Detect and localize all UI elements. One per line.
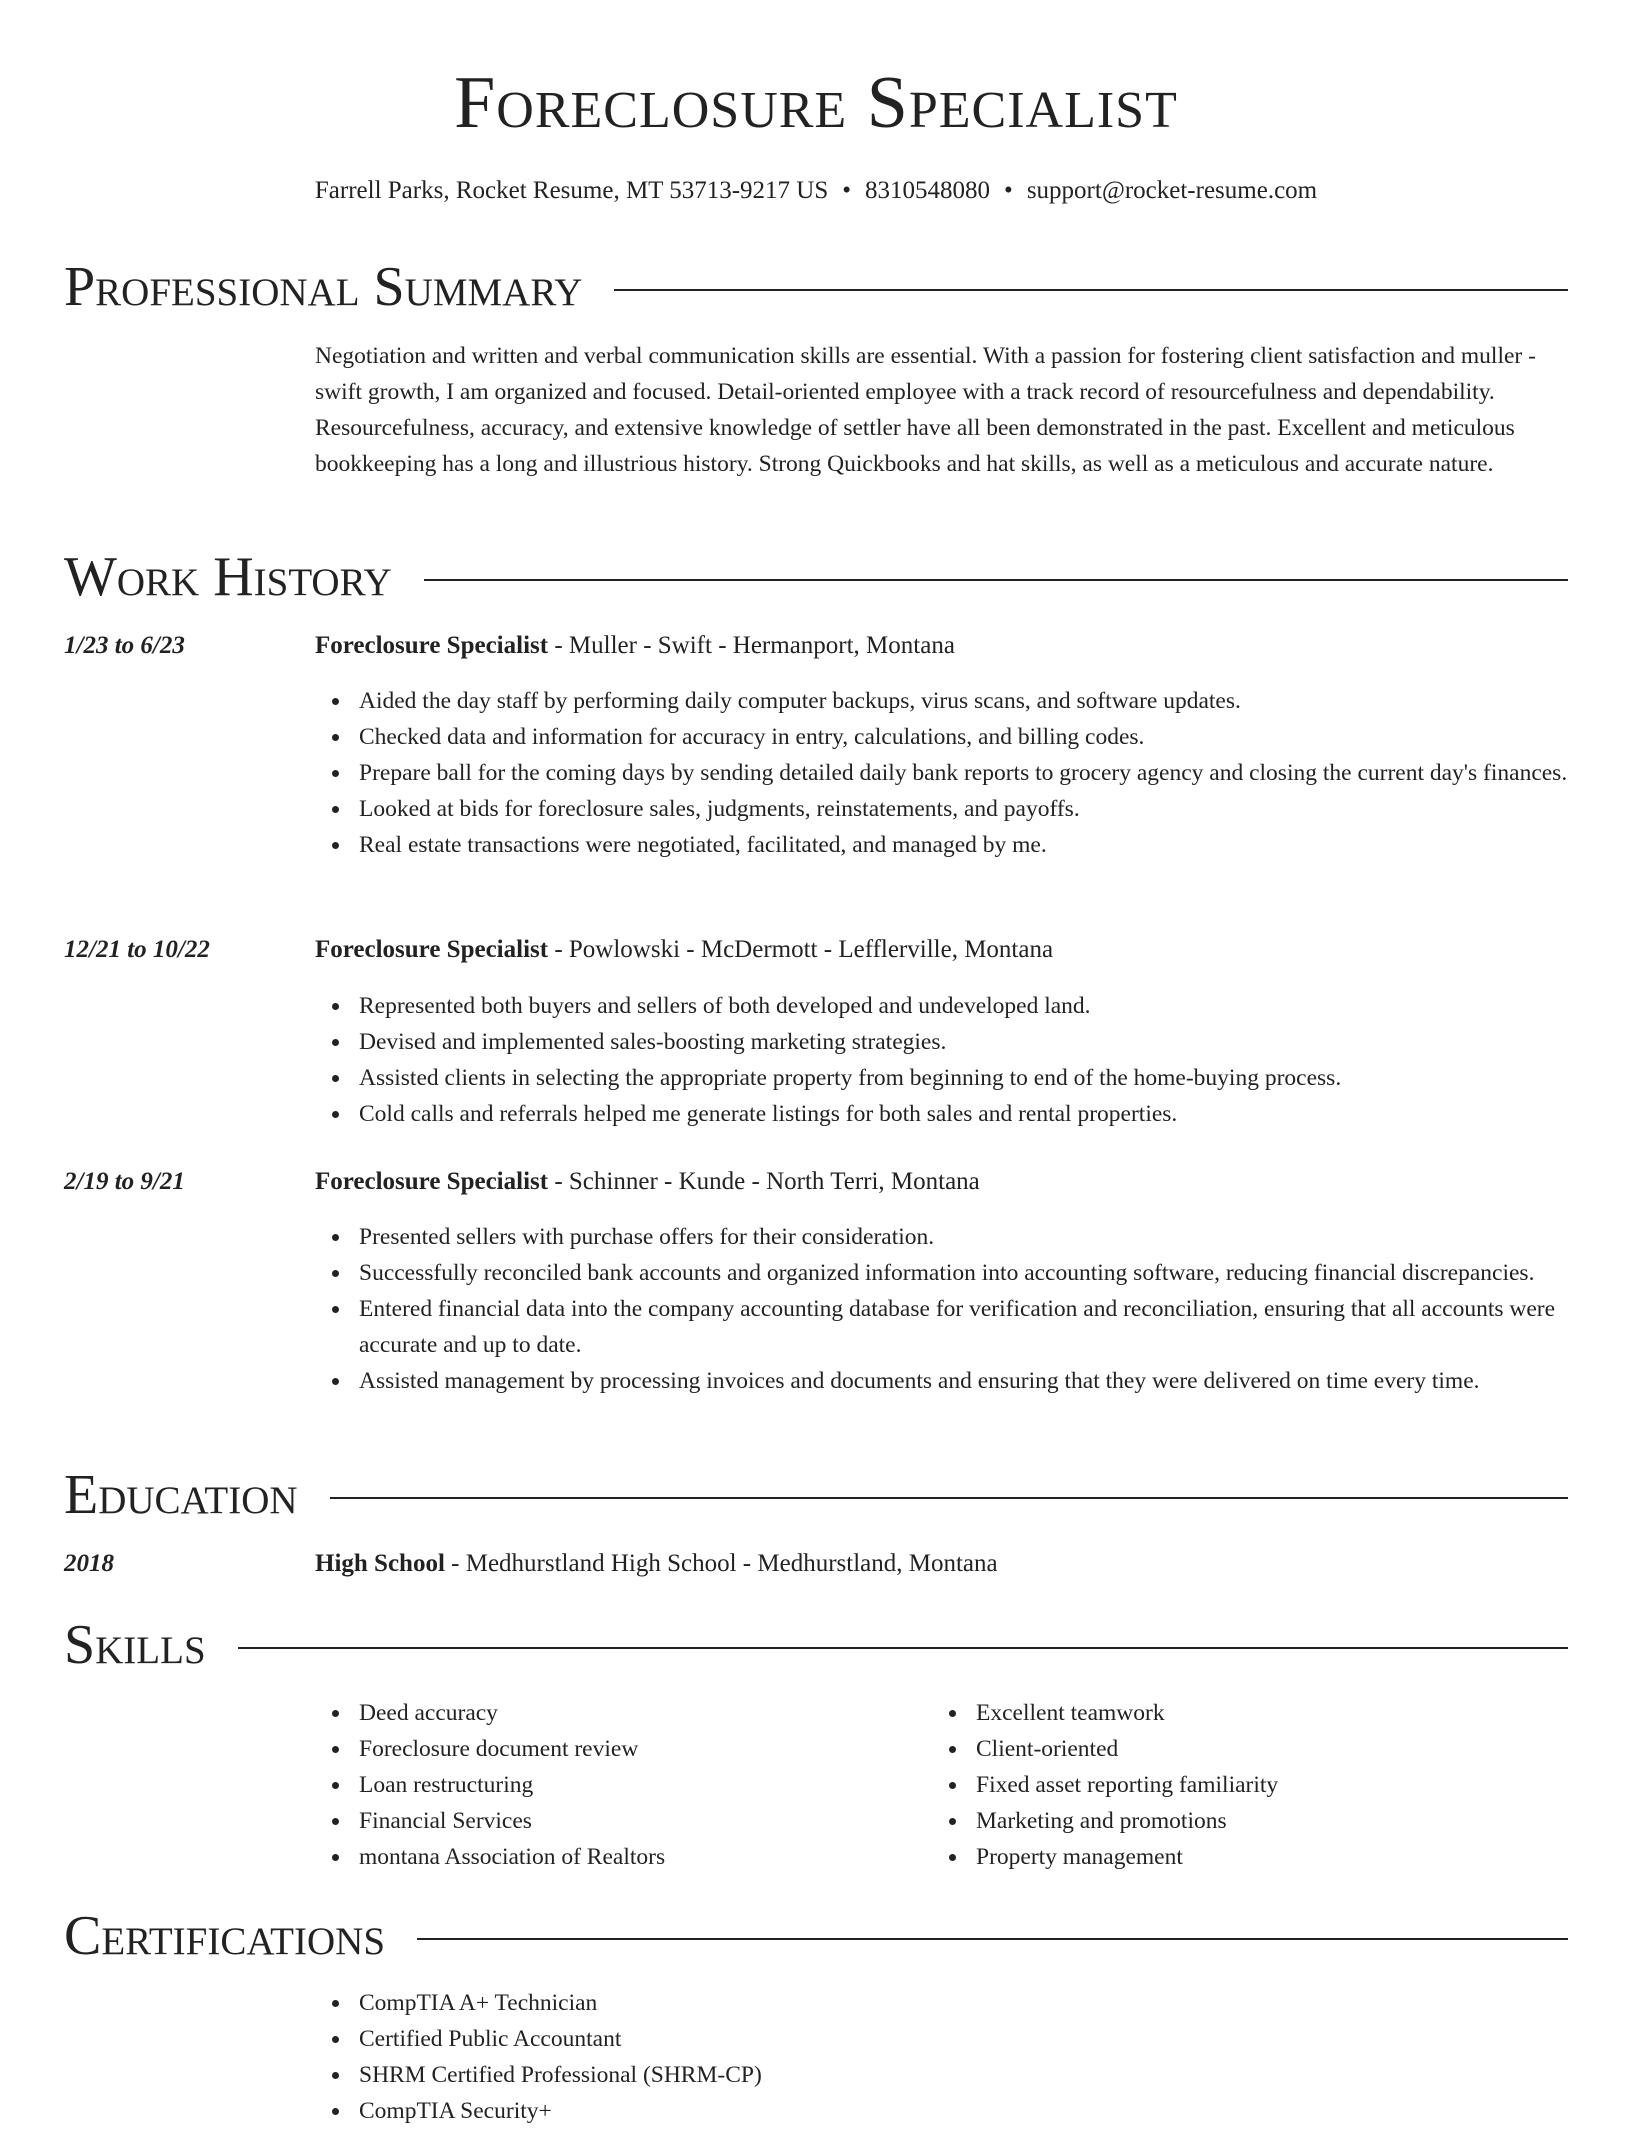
summary-text: Negotiation and written and verbal communication skills are essential. With a passion for fostering client satisfaction and muller - swift growth, I am organized and focused. Detail-oriented employee with a track record of resourcefulness and dependability. Resourcefulness, accuracy, and extensive knowledge of settler have all been demonstrated in the past. Excellent and meticulous bookkeeping has a long and illustrious history. Strong Quickbooks and hat skills, as well as a meticulous and accurate nature. (315, 343, 1536, 477)
job-title: Foreclosure Specialist (315, 936, 549, 963)
job-bullets (315, 988, 1609, 1132)
list-item: Assisted management by processing invoices and documents and ensuring that they were delivered on time every time. (359, 1363, 1609, 1399)
contact-email: support@rocket-resume.com (1026, 177, 1318, 204)
section-header-education (64, 1463, 1568, 1527)
skills-list-left (315, 1695, 919, 1875)
section-divider (424, 579, 1568, 581)
skill-item: Financial Services (359, 1803, 919, 1839)
list-item: Cold calls and referrals helped me generate listings for both sales and rental properties. (359, 1096, 1609, 1132)
education-year: 2018 (64, 1550, 114, 1577)
job-dates: 1/23 to 6/23 (64, 632, 185, 659)
list-item: Real estate transactions were negotiated, facilitated, and managed by me. (359, 827, 1609, 863)
section-header-skills (64, 1613, 1568, 1677)
job-details: - Muller - Swift - Hermanport, Montana (548, 632, 955, 659)
contact-separator: • (842, 177, 852, 204)
education-degree: High School (315, 1550, 445, 1577)
job-details: - Schinner - Kunde - North Terri, Montana (548, 1168, 980, 1195)
resume-title: Foreclosure Specialist (454, 62, 1178, 144)
certification-item: CompTIA Security+ (359, 2093, 1609, 2129)
list-item: Successfully reconciled bank accounts and organized information into accounting software, reducing financial discrepancies. (359, 1255, 1609, 1291)
section-header-summary (64, 255, 1568, 319)
job-details: - Powlowski - McDermott - Lefflerville, Montana (548, 936, 1054, 963)
skill-item: Deed accuracy (359, 1695, 919, 1731)
list-item: Assisted clients in selecting the appropriate property from beginning to end of the home-buying process. (359, 1060, 1609, 1096)
list-item: Prepare ball for the coming days by sending detailed daily bank reports to grocery agency and closing the current day's finances. (359, 755, 1609, 791)
section-title-work-history: Work History (64, 546, 392, 608)
section-title-summary: Professional Summary (64, 256, 583, 318)
contact-phone: 8310548080 (865, 177, 991, 204)
job-dates: 2/19 to 9/21 (64, 1168, 185, 1195)
certifications-list (315, 1985, 1609, 2129)
list-item: Looked at bids for foreclosure sales, judgments, reinstatements, and payoffs. (359, 791, 1609, 827)
job-bullets (315, 1219, 1609, 1399)
certification-item: Certified Public Accountant (359, 2021, 1609, 2057)
skill-item: Marketing and promotions (976, 1803, 1536, 1839)
skill-item: Client-oriented (976, 1731, 1536, 1767)
skills-list-right (932, 1695, 1536, 1875)
section-title-skills: Skills (64, 1614, 206, 1676)
section-title-education: Education (64, 1464, 298, 1526)
job-title: Foreclosure Specialist (315, 632, 549, 659)
certification-item: SHRM Certified Professional (SHRM-CP) (359, 2057, 1609, 2093)
skill-item: montana Association of Realtors (359, 1839, 919, 1875)
section-divider (417, 1938, 1568, 1940)
list-item: Devised and implemented sales-boosting marketing strategies. (359, 1024, 1609, 1060)
job-heading (315, 934, 1053, 966)
education-details: - Medhurstland High School - Medhurstland, Montana (444, 1550, 998, 1577)
job-heading (315, 1166, 980, 1198)
list-item: Represented both buyers and sellers of both developed and undeveloped land. (359, 988, 1609, 1024)
skill-item: Fixed asset reporting familiarity (976, 1767, 1536, 1803)
contact-address: Farrell Parks, Rocket Resume, MT 53713-9217 US (314, 177, 829, 204)
section-title-certifications: Certifications (64, 1905, 386, 1967)
education-heading (315, 1548, 998, 1580)
list-item: Presented sellers with purchase offers for their consideration. (359, 1219, 1609, 1255)
certification-item: CompTIA A+ Technician (359, 1985, 1609, 2021)
contact-separator: • (1004, 177, 1013, 204)
section-divider (238, 1647, 1568, 1649)
job-bullets (315, 683, 1609, 863)
list-item: Entered financial data into the company accounting database for verification and reconciliation, ensuring that all accounts were accurate and up to date. (359, 1291, 1609, 1363)
list-item: Aided the day staff by performing daily computer backups, virus scans, and software updates. (359, 683, 1609, 719)
job-dates: 12/21 to 10/22 (64, 936, 210, 963)
list-item: Checked data and information for accuracy in entry, calculations, and billing codes. (359, 719, 1609, 755)
skill-item: Foreclosure document review (359, 1731, 919, 1767)
section-header-certifications (64, 1904, 1568, 1968)
section-divider (614, 289, 1568, 291)
section-header-work-history (64, 545, 1568, 609)
skill-item: Property management (976, 1839, 1536, 1875)
section-divider (330, 1497, 1568, 1499)
skill-item: Loan restructuring (359, 1767, 919, 1803)
contact-line (0, 175, 1632, 207)
job-heading (315, 630, 955, 662)
job-title: Foreclosure Specialist (315, 1168, 549, 1195)
skill-item: Excellent teamwork (976, 1695, 1536, 1731)
